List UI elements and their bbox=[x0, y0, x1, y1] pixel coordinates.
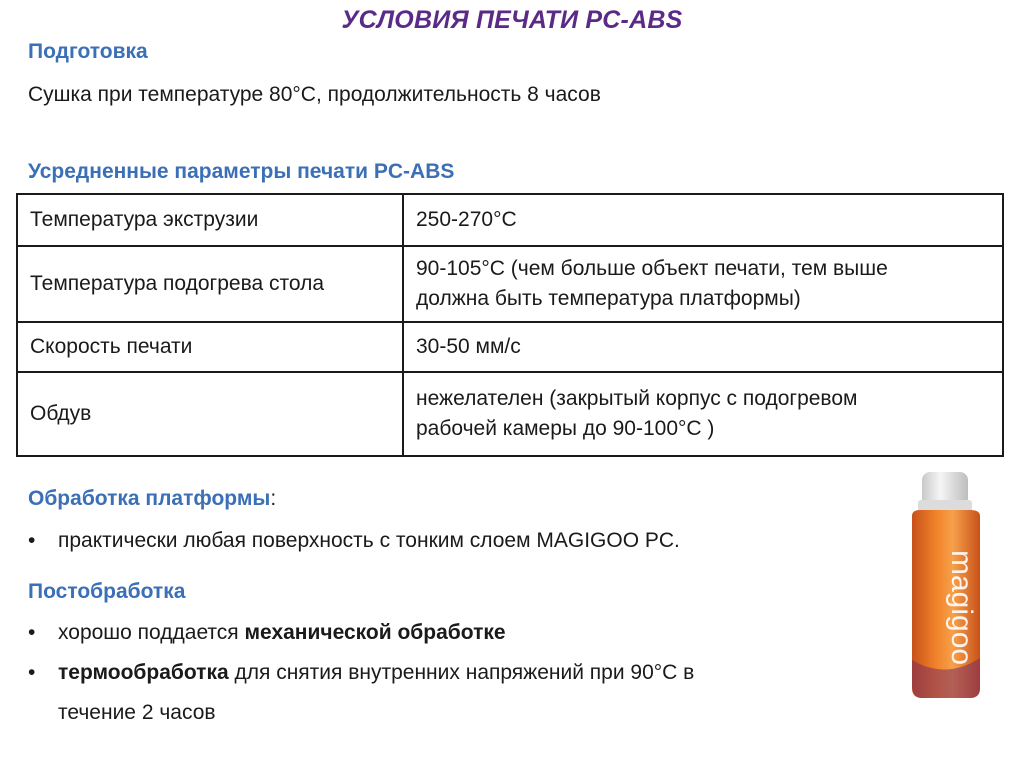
params-table bbox=[16, 193, 1004, 457]
param-value bbox=[403, 194, 1003, 246]
bottle-icon bbox=[900, 470, 992, 702]
param-value-line: рабочей камеры до 90-100°С ) bbox=[416, 417, 715, 440]
table-row bbox=[17, 372, 1003, 456]
post-heading: Постобработка bbox=[28, 580, 186, 603]
param-value bbox=[403, 246, 1003, 322]
param-name: Температура подогрева стола bbox=[17, 246, 403, 322]
platform-heading bbox=[28, 487, 276, 511]
param-value bbox=[403, 322, 1003, 372]
param-value-line: 250-270°С bbox=[416, 208, 517, 231]
list-item bbox=[28, 521, 680, 561]
item-text-bold: термообработка bbox=[58, 661, 229, 684]
post-list bbox=[28, 613, 694, 733]
list-item bbox=[28, 653, 694, 733]
param-value-line: 90-105°С (чем больше объект печати, тем выше bbox=[416, 257, 888, 280]
slide-title: УСЛОВИЯ ПЕЧАТИ PC-ABS bbox=[341, 6, 683, 34]
item-text-plain: для снятия внутренних напряжений при 90°С в bbox=[228, 661, 695, 684]
param-value-line: нежелателен (закрытый корпус с подогревом bbox=[416, 387, 858, 410]
item-text-plain: хорошо поддается bbox=[58, 621, 245, 644]
bottle-brand-text: magigoo bbox=[945, 550, 978, 666]
platform-list bbox=[28, 521, 680, 561]
param-value bbox=[403, 372, 1003, 456]
list-item-text bbox=[58, 613, 506, 653]
preparation-heading: Подготовка bbox=[28, 40, 148, 63]
preparation-text: Сушка при температуре 80°С, продолжительность 8 часов bbox=[28, 83, 601, 106]
table-row bbox=[17, 194, 1003, 246]
bullet-icon: • bbox=[28, 661, 36, 684]
param-value-line: 30-50 мм/с bbox=[416, 335, 521, 358]
bullet-icon: • bbox=[28, 621, 36, 644]
params-heading: Усредненные параметры печати PC-ABS bbox=[28, 160, 455, 183]
table-row bbox=[17, 322, 1003, 372]
list-item bbox=[28, 613, 694, 653]
table-row bbox=[17, 246, 1003, 322]
platform-heading-text: Обработка платформы bbox=[28, 487, 271, 510]
bullet-icon: • bbox=[28, 529, 36, 552]
param-name: Скорость печати bbox=[17, 322, 403, 372]
platform-heading-colon: : bbox=[270, 487, 277, 510]
param-name: Температура экструзии bbox=[17, 194, 403, 246]
item-text-bold: механической обработке bbox=[244, 621, 506, 644]
param-value-line: должна быть температура платформы) bbox=[416, 287, 801, 310]
magigoo-bottle-image bbox=[900, 470, 992, 707]
list-item-text bbox=[58, 653, 694, 733]
item-text-line2: течение 2 часов bbox=[58, 701, 216, 724]
list-item-text: практически любая поверхность с тонким слоем MAGIGOO PC. bbox=[58, 529, 680, 552]
param-name: Обдув bbox=[17, 372, 403, 456]
